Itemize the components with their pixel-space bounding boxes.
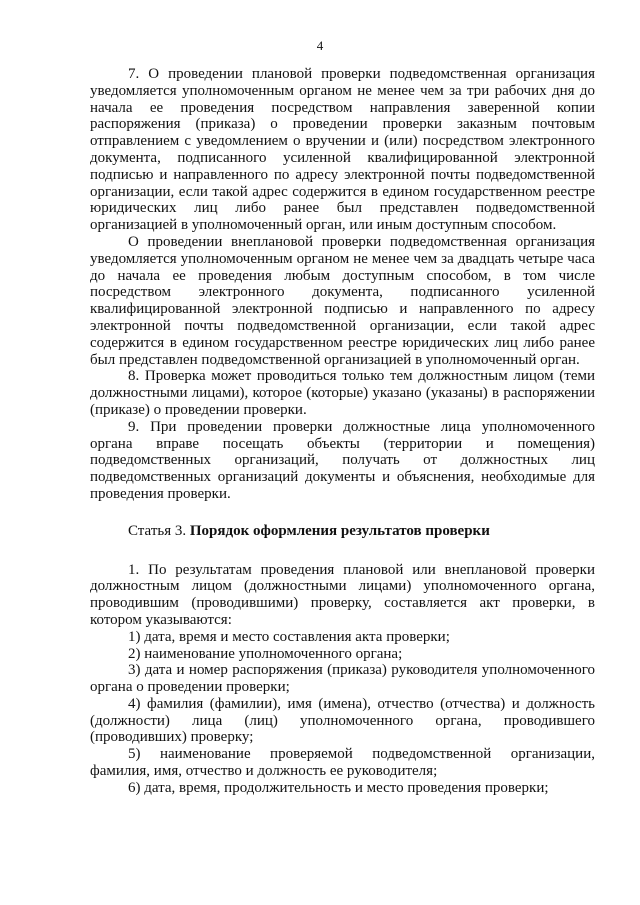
paragraph-8: 8. Проверка может проводиться только тем должностным лицом (теми должностными лицами), которое (которые) указано (указаны) в распоряжении (приказе) о проведении проверки. <box>90 368 595 418</box>
document-body <box>90 66 595 797</box>
list-item-4: 4) фамилия (фамилии), имя (имена), отчество (отчества) и должность (должности) лица (лиц) уполномоченного органа, проводившего (проводивших) проверку; <box>90 695 595 746</box>
list-item-5: 5) наименование проверяемой подведомственной организации, фамилия, имя, отчество и должность ее руководителя; <box>90 746 595 780</box>
paragraph-unscheduled-notice: О проведении внеплановой проверки подведомственная организация уведомляется уполномоченным органом не менее чем за двадцать четыре часа до начала ее проведения любым доступным способом, в том числе посредством электронного документа, подписанного усиленной квалифицированной электронной подписью и направленного по адресу электронной почты подведомственной организации, если такой адрес содержится в едином государственном реестре юридических лиц либо ранее был представлен подведомственной организацией в уполномоченный орган. <box>90 233 595 368</box>
paragraph-9: 9. При проведении проверки должностные лица уполномоченного органа вправе посещать объекты (территории и помещения) подведомственных организаций, получать от должностных лиц подведомственных организаций документы и объяснения, необходимые для проведения проверки. <box>90 418 595 502</box>
list-item-3: 3) дата и номер распоряжения (приказа) руководителя уполномоченного органа о проведении проверки; <box>90 662 595 696</box>
paragraph-7: 7. О проведении плановой проверки подведомственная организация уведомляется уполномоченным органом не менее чем за три рабочих дня до начала ее проведения посредством направления заверенной копии распоряжения (приказа) о проведении проверки заказным почтовым отправлением с уведомлением о вручении и (или) посредством электронного документа, подписанного усиленной квалифицированной электронной подписью и направленного по адресу электронной почты подведомственной организации, если такой адрес содержится в едином государственном реестре юридических лиц либо ранее был представлен подведомственной организацией в уполномоченный орган, или иным доступным способом. <box>90 66 595 234</box>
paragraph-1: 1. По результатам проведения плановой или внеплановой проверки должностным лицом (должностными лицами) уполномоченного органа, проводившим (проводившими) проверку, составляется акт проверки, в котором указываются: <box>90 561 595 628</box>
article-heading <box>90 523 595 540</box>
page-number: 4 <box>316 38 324 53</box>
list-item-2: 2) наименование уполномоченного органа; <box>128 645 403 662</box>
list-item-6: 6) дата, время, продолжительность и место проведения проверки; <box>128 779 549 796</box>
article-title: Порядок оформления результатов проверки <box>189 522 490 539</box>
article-number: Статья 3. <box>128 522 190 539</box>
list-item-1: 1) дата, время и место составления акта проверки; <box>128 628 450 645</box>
